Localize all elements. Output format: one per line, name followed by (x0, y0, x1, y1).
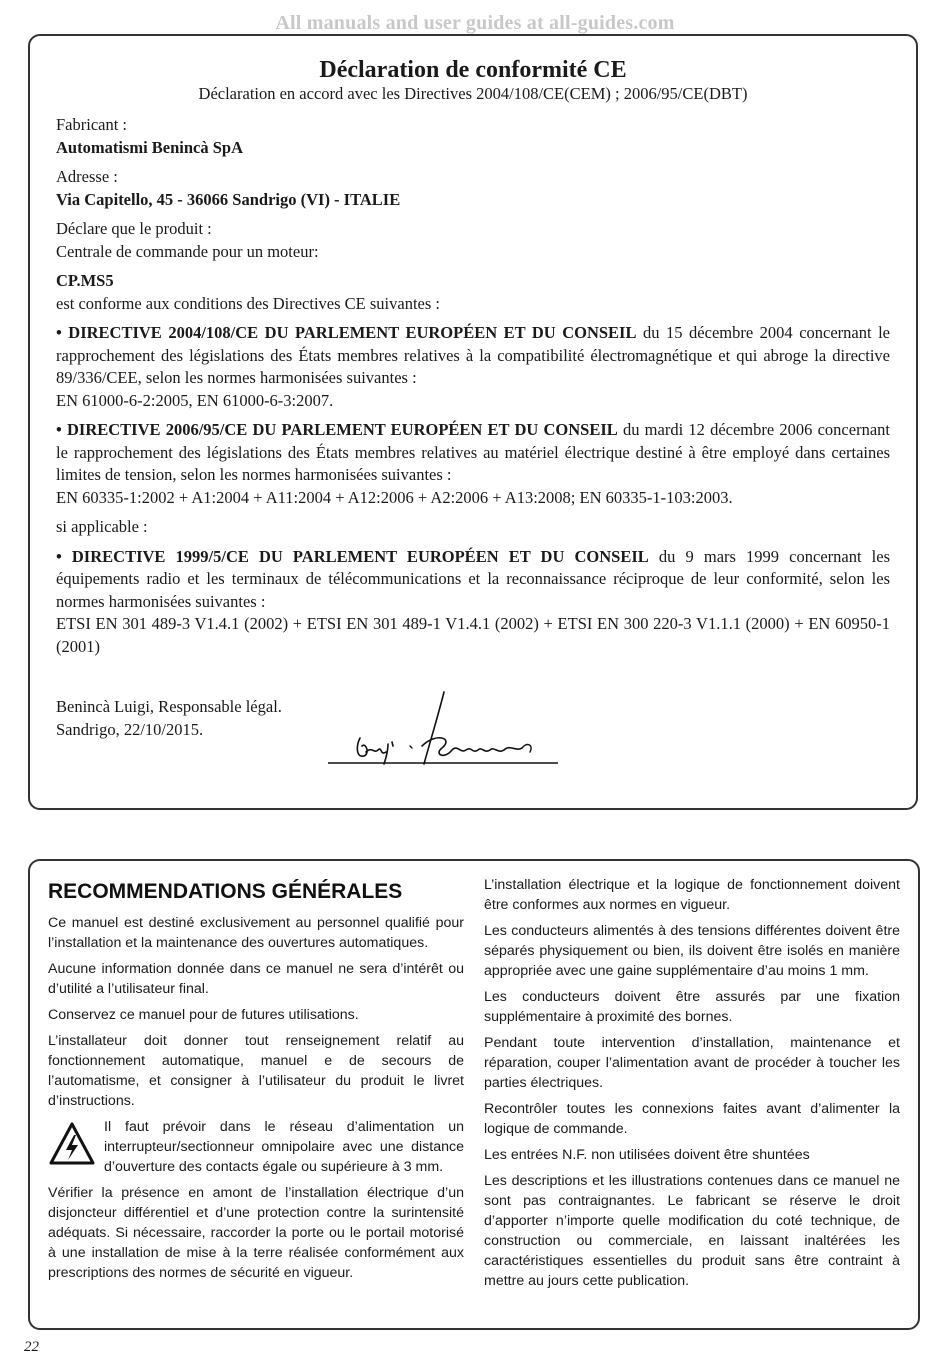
recommendation-paragraph: Pendant toute intervention d’installation, maintenance et réparation, couper l’alimentation avant de procéder à toucher les parties électriques. (484, 1035, 900, 1091)
recommendation-paragraph: Vérifier la présence en amont de l’installation électrique d’un disjoncteur différentiel et d’une protection contre la surintensité adéquats. Si nécessaire, raccorder la porte ou le portail motorisé à une installation de mise à la terre réalisée conformément aux prescriptions des normes de sécurité en vigueur. (48, 1185, 464, 1281)
manufacturer-block (56, 114, 890, 159)
directive-2-norms: EN 60335-1:2002 + A1:2004 + A11:2004 + A12:2006 + A2:2006 + A13:2008; EN 60335-1-103:2003. (56, 487, 733, 507)
product-block (56, 270, 890, 315)
page-number: 22 (24, 1339, 39, 1355)
recommendations-right-column (484, 875, 900, 1297)
address-label: Adresse : (56, 167, 118, 186)
directive-1-text: du 15 décembre 2004 concernant le rapprochement des législations des États membres relatives à la compatibilité électromagnétique et qui abroge la directive 89/336/CEE, selon les normes harmonisées suivantes : (56, 323, 890, 387)
directive-1-title: • DIRECTIVE 2004/108/CE DU PARLEMENT EUROPÉEN ET DU CONSEIL (56, 323, 637, 342)
recommendation-paragraph: Les conducteurs doivent être assurés par une fixation supplémentaire à proximité des bornes. (484, 989, 900, 1025)
directive-1-norms: EN 61000-6-2:2005, EN 61000-6-3:2007. (56, 390, 334, 410)
recommendation-paragraph: Ce manuel est destiné exclusivement au personnel qualifié pour l’installation et la maintenance des ouvertures automatiques. (48, 915, 464, 951)
recommendation-paragraph: Aucune information donnée dans ce manuel ne sera d’intérêt ou d’utilité a l’utilisateur final. (48, 961, 464, 997)
recommendations-box (28, 859, 920, 1330)
warning-text: Il faut prévoir dans le réseau d’alimentation un interrupteur/sectionneur omnipolaire avec une distance d’ouverture des contacts égale ou supérieure à 3 mm. (104, 1119, 464, 1175)
watermark-text: All manuals and user guides at all-guides.com (275, 12, 675, 34)
manufacturer-label: Fabricant : (56, 115, 128, 134)
place-date: Sandrigo, 22/10/2015. (56, 719, 204, 739)
declares-label: Déclare que le produit : (56, 219, 212, 238)
recommendation-paragraph: L’installation électrique et la logique de fonctionnement doivent être conformes aux normes en vigueur. (484, 877, 900, 913)
recommendation-paragraph: Recontrôler toutes les connexions faites avant d’alimenter la logique de commande. (484, 1101, 900, 1137)
directive-3-norms: ETSI EN 301 489-3 V1.4.1 (2002) + ETSI EN 301 489-1 V1.4.1 (2002) + ETSI EN 300 220-3 V1.1.1 (2000) + EN 60950-1 (2001) (56, 614, 890, 656)
recommendation-paragraph: Les conducteurs alimentés à des tensions différentes doivent être séparés physiquement ou bien, ils doivent être isolés en manière appropriée avec une gaine supplémentaire d’au moins 1 mm. (484, 923, 900, 979)
product-code: CP.MS5 (56, 271, 114, 290)
high-voltage-warning-icon (48, 1121, 96, 1167)
manufacturer-name: Automatismi Benincà SpA (56, 137, 244, 157)
declaration-box (28, 34, 918, 810)
recommendations-left-column (48, 875, 464, 1297)
product-description: Centrale de commande pour un moteur: (56, 241, 319, 261)
conformity-text: est conforme aux conditions des Directives CE suivantes : (56, 293, 440, 313)
address-value: Via Capitello, 45 - 36066 Sandrigo (VI) - ITALIE (56, 189, 401, 209)
electrical-warning (48, 1117, 464, 1177)
declaration-title: Déclaration de conformité CE (319, 57, 627, 83)
product-declaration (56, 218, 890, 263)
directive-3-text: du 9 mars 1999 concernant les équipements radio et les terminaux de télécommunications et la reconnaissance réciproque de leur conformité, selon les normes harmonisées suivantes : (56, 546, 890, 611)
declaration-subtitle: Déclaration en accord avec les Directives 2004/108/CE(CEM) ; 2006/95/CE(DBT) (198, 84, 748, 103)
signer-name: Benincà Luigi, Responsable légal. (56, 697, 282, 716)
if-applicable: si applicable : (56, 517, 148, 536)
directive-1 (56, 322, 890, 412)
address-block (56, 166, 890, 211)
recommendation-paragraph: L’installateur doit donner tout renseignement relatif au fonctionnement automatique, manuel e de secours de l’automatisme, et consigner à l’utilisateur du produit le livret d’instructions. (48, 1033, 464, 1109)
recommendation-paragraph: Conservez ce manuel pour de futures utilisations. (48, 1007, 359, 1023)
directive-2-title: • DIRECTIVE 2006/95/CE DU PARLEMENT EUROPÉEN ET DU CONSEIL (56, 420, 618, 439)
recommendation-paragraph: Les descriptions et les illustrations contenues dans ce manuel ne sont pas contraignantes. Le fabricant se réserve le droit d’apporter n’importe quelle modification du coté technique, de construction ou commerciale, en laissant inaltérées les caractéristiques essentielles du produit sans être contraint à mettre au jours cette publication. (484, 1173, 900, 1289)
recommendations-title: RECOMMENDATIONS GÉNÉRALES (48, 880, 403, 903)
directive-3-title: • DIRECTIVE 1999/5/CE DU PARLEMENT EUROPÉEN ET DU CONSEIL (56, 546, 649, 566)
directive-3 (56, 546, 890, 659)
recommendation-paragraph: Les entrées N.F. non utilisées doivent être shuntées (484, 1147, 810, 1163)
signature-block (56, 696, 890, 796)
directive-2 (56, 419, 890, 509)
handwritten-signature (326, 686, 566, 786)
directive-2-text: du mardi 12 décembre 2006 concernant le rapprochement des législations des États membres relatives au matériel électrique destiné à être employé dans certaines limites de tension, selon les normes harmonisées suivantes : (56, 420, 890, 484)
